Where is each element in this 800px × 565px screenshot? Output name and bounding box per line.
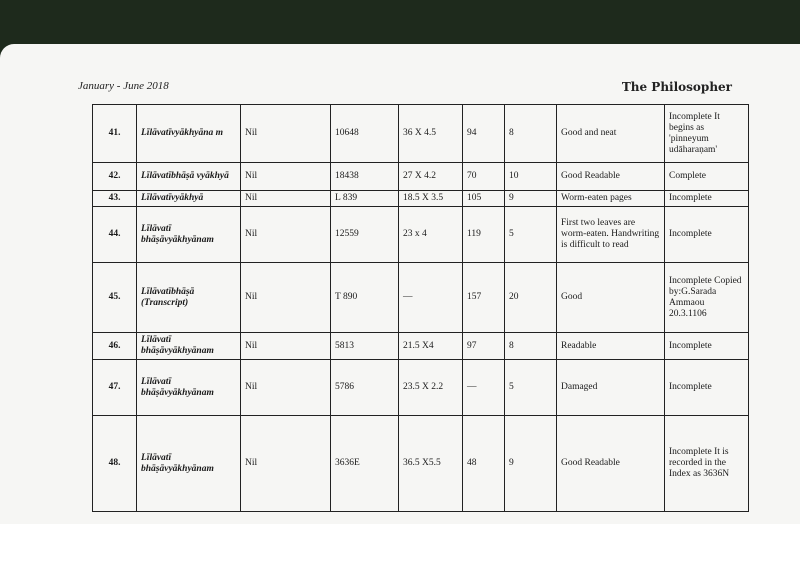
manuscript-number: 12559	[331, 207, 399, 263]
lines-per-page: 9	[505, 416, 557, 512]
author-cell: Nil	[241, 360, 331, 416]
table-row	[93, 207, 749, 263]
size-cell: —	[399, 263, 463, 333]
manuscript-number: T 890	[331, 263, 399, 333]
remarks-cell: Incomplete Copied by:G.Sarada Ammaou 20.3.1106	[665, 263, 749, 333]
row-number: 45.	[93, 263, 137, 333]
remarks-cell: Incomplete It begins as 'pinneyum udāharaṇam'	[665, 105, 749, 163]
table-row	[93, 416, 749, 512]
size-cell: 23 x 4	[399, 207, 463, 263]
manuscript-title: Līlāvatīvyākhyāna m	[137, 105, 241, 163]
folio-count: 48	[463, 416, 505, 512]
author-cell: Nil	[241, 263, 331, 333]
table-row	[93, 163, 749, 191]
folio-count: 70	[463, 163, 505, 191]
manuscript-title: Līlāvatī bhāṣāvyākhyānam	[137, 207, 241, 263]
author-cell: Nil	[241, 333, 331, 360]
size-cell: 36 X 4.5	[399, 105, 463, 163]
manuscript-title: Līlāvatī bhāṣāvyākhyānam	[137, 360, 241, 416]
condition-cell: Good	[557, 263, 665, 333]
folio-count: —	[463, 360, 505, 416]
folio-count: 157	[463, 263, 505, 333]
size-cell: 27 X 4.2	[399, 163, 463, 191]
manuscript-title: Līlāvatībhāṣā (Transcript)	[137, 263, 241, 333]
row-number: 44.	[93, 207, 137, 263]
row-number: 41.	[93, 105, 137, 163]
bottom-margin	[0, 524, 800, 565]
author-cell: Nil	[241, 105, 331, 163]
lines-per-page: 10	[505, 163, 557, 191]
manuscript-number: 3636E	[331, 416, 399, 512]
manuscript-number: 10648	[331, 105, 399, 163]
row-number: 46.	[93, 333, 137, 360]
author-cell: Nil	[241, 191, 331, 207]
condition-cell: First two leaves are worm-eaten. Handwriting is difficult to read	[557, 207, 665, 263]
lines-per-page: 5	[505, 207, 557, 263]
manuscript-number: 5813	[331, 333, 399, 360]
author-cell: Nil	[241, 416, 331, 512]
row-number: 48.	[93, 416, 137, 512]
condition-cell: Readable	[557, 333, 665, 360]
folio-count: 97	[463, 333, 505, 360]
manuscript-table	[92, 104, 749, 512]
page-bottom	[0, 510, 800, 524]
row-number: 42.	[93, 163, 137, 191]
condition-cell: Good and neat	[557, 105, 665, 163]
running-header-journal: The Philosopher	[621, 80, 732, 94]
size-cell: 21.5 X4	[399, 333, 463, 360]
table-row	[93, 263, 749, 333]
table-row	[93, 360, 749, 416]
remarks-cell: Complete	[665, 163, 749, 191]
manuscript-title: Līlāvatīvyākhyā	[137, 191, 241, 207]
table-row	[93, 333, 749, 360]
row-number: 47.	[93, 360, 137, 416]
manuscript-title: Līlāvatī bhāṣāvyākhyānam	[137, 416, 241, 512]
remarks-cell: Incomplete	[665, 191, 749, 207]
lines-per-page: 20	[505, 263, 557, 333]
author-cell: Nil	[241, 207, 331, 263]
running-header-date: January - June 2018	[78, 80, 169, 92]
remarks-cell: Incomplete	[665, 360, 749, 416]
manuscript-title: Līlāvatī bhāṣāvyākhyānam	[137, 333, 241, 360]
lines-per-page: 9	[505, 191, 557, 207]
condition-cell: Damaged	[557, 360, 665, 416]
folio-count: 119	[463, 207, 505, 263]
author-cell: Nil	[241, 163, 331, 191]
size-cell: 18.5 X 3.5	[399, 191, 463, 207]
remarks-cell: Incomplete It is recorded in the Index as 3636N	[665, 416, 749, 512]
row-number: 43.	[93, 191, 137, 207]
lines-per-page: 5	[505, 360, 557, 416]
manuscript-number: L 839	[331, 191, 399, 207]
condition-cell: Good Readable	[557, 416, 665, 512]
table-row	[93, 105, 749, 163]
remarks-cell: Incomplete	[665, 333, 749, 360]
size-cell: 23.5 X 2.2	[399, 360, 463, 416]
table-row	[93, 191, 749, 207]
lines-per-page: 8	[505, 333, 557, 360]
manuscript-number: 18438	[331, 163, 399, 191]
manuscript-number: 5786	[331, 360, 399, 416]
folio-count: 94	[463, 105, 505, 163]
folio-count: 105	[463, 191, 505, 207]
condition-cell: Worm-eaten pages	[557, 191, 665, 207]
condition-cell: Good Readable	[557, 163, 665, 191]
remarks-cell: Incomplete	[665, 207, 749, 263]
size-cell: 36.5 X5.5	[399, 416, 463, 512]
lines-per-page: 8	[505, 105, 557, 163]
manuscript-title: Līlāvatībhāṣā vyākhyā	[137, 163, 241, 191]
